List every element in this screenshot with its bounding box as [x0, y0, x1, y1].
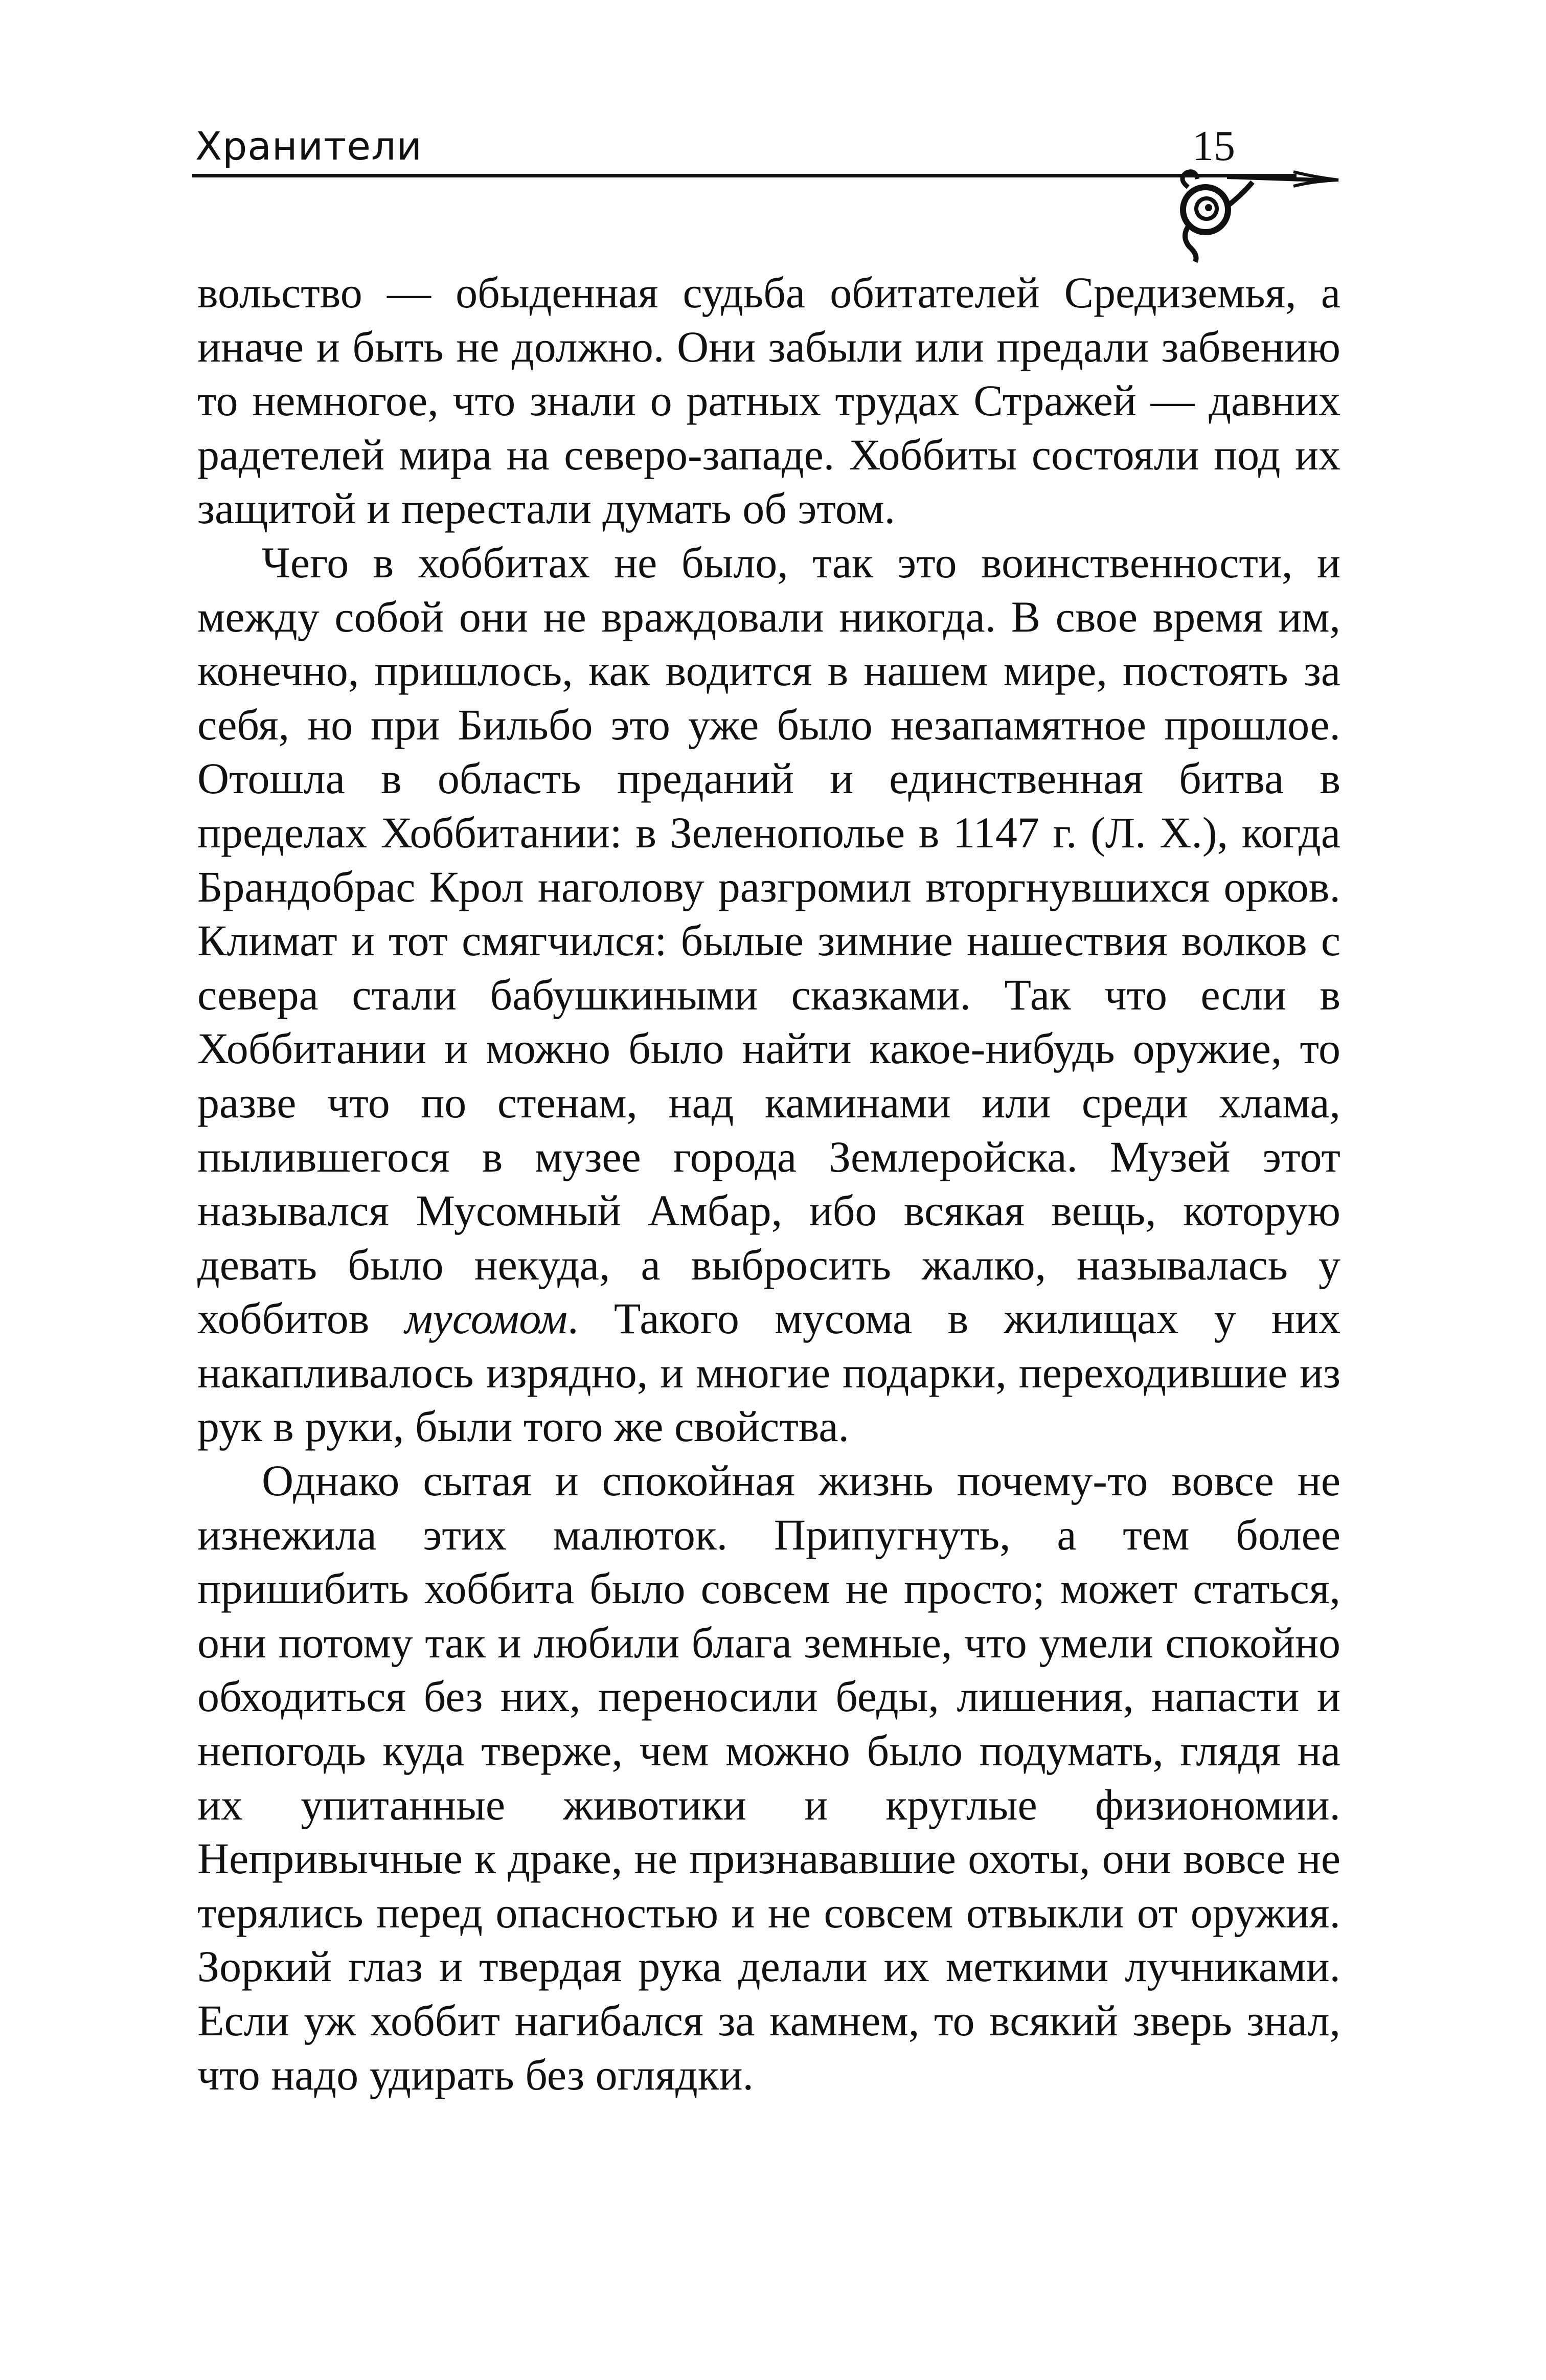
header-title: Хранители	[195, 123, 422, 169]
paragraph-2-text-start: Чего в хоббитах не было, так это воинственности, и между собой они не враждовали никогда. В свое время им, конечно, пришлось, как водится в нашем мире, постоять за себя, но при Бильбо это уже было незапамятное прошлое. Отошла в область преданий и единственная битва в пределах Хоббитании: в Зеленополье в 1147 г. (Л. Х.), когда Брандобрас Крол наголову разгромил вторгнувшихся орков. Климат и тот смягчился: былые зимние нашествия волков с севера стали бабушкиными сказками. Так что если в Хоббитании и можно было найти какое-нибудь оружие, то разве что по стенам, над каминами или среди хлама, пылившегося в музее города Землеройска. Музей этот назывался Мусомный Амбар, ибо всякая вещь, которую девать было некуда, а выбросить жалко, называлась у хоббитов	[197, 537, 1340, 1343]
italic-term: мусомом	[404, 1294, 567, 1343]
page-number: 15	[1192, 122, 1235, 170]
paragraph-2-text-end: . Такого мусома в жилищах у них накапливалось изрядно, и многие подарки, переходившие из рук в руки, были того же свойства.	[197, 1294, 1341, 1451]
paragraph-1: вольство — обыденная судьба обитателей Средиземья, а иначе и быть не должно. Они забыли или предали забвению то немногое, что знали о ратных трудах Стражей — давних радетелей мира на северо-западе. Хоббиты состояли под их защитой и перестали думать об этом.	[197, 268, 1340, 533]
body-text	[197, 266, 1340, 2102]
paragraph-2	[197, 536, 1340, 1454]
header-rule	[192, 174, 1297, 177]
scroll-ornament-icon	[1166, 148, 1339, 266]
paragraph-3: Однако сытая и спокойная жизнь почему-то вовсе не изнежила этих малюток. Припугнуть, а тем более пришибить хоббита было совсем не просто; может статься, они потому так и любили блага земные, что умели спокойно обходиться без них, переносили беды, лишения, напасти и непогодь куда тверже, чем можно было подумать, глядя на их упитанные животики и круглые физиономии. Непривычные к драке, не признававшие охоты, они вовсе не терялись перед опасностью и не совсем отвыкли от оружия. Зоркий глаз и твердая рука делали их меткими лучниками. Если уж хоббит нагибался за камнем, то всякий зверь знал, что надо удирать без оглядки.	[197, 1456, 1340, 2099]
